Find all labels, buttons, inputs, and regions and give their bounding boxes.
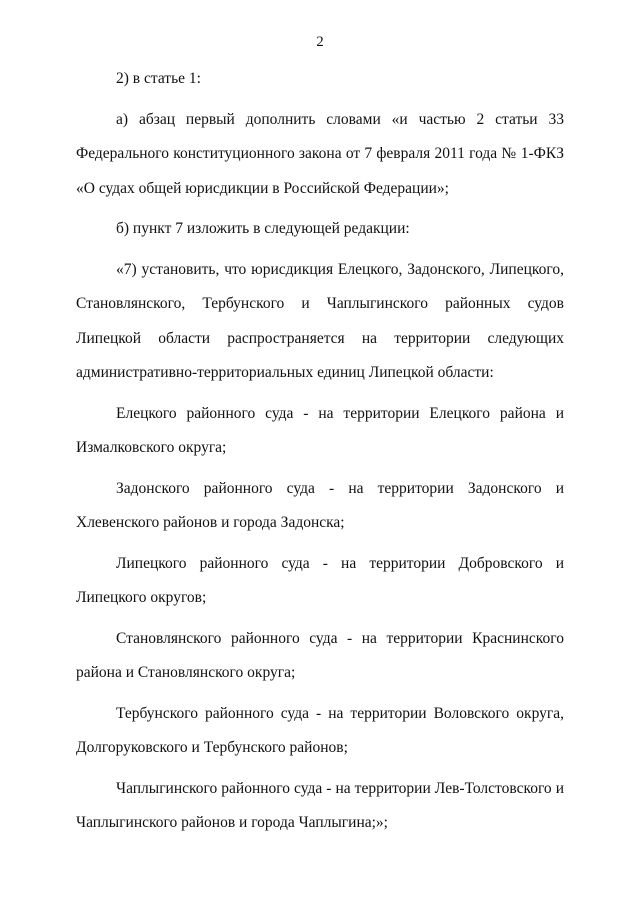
paragraph-subitem-b: б) пункт 7 изложить в следующей редакции: xyxy=(116,220,410,237)
document-body xyxy=(76,62,564,847)
paragraph-amendment-item: 2) в статье 1: xyxy=(116,70,201,87)
paragraph-court-chaplyginsky: Чаплыгинского районного суда - на территории Лев-Толстовского и Чаплыгинского районов и города Чаплыгина;»; xyxy=(76,779,564,831)
paragraph-point-7: «7) установить, что юрисдикция Елецкого, Задонского, Липецкого, Становлянского, Тербунского и Чаплыгинского районных судов Липецкой области распространяется на территории следующих административно-территориальных единиц Липецкой области: xyxy=(76,260,564,381)
paragraph-subitem-a: а) абзац первый дополнить словами «и частью 2 статьи 33 Федерального конституционного закона от 7 февраля 2011 года № 1-ФКЗ «О судах общей юрисдикции в Российской Федерации»; xyxy=(76,110,564,197)
page-number: 2 xyxy=(316,34,324,50)
paragraph-court-zadonsky: Задонского районного суда - на территории Задонского и Хлевенского районов и города Задонска; xyxy=(76,479,564,531)
paragraph-court-eletsky: Елецкого районного суда - на территории Елецкого района и Измалковского округа; xyxy=(76,404,564,456)
paragraph-court-terbunsky: Тербунского районного суда - на территории Воловского округа, Долгоруковского и Тербунского районов; xyxy=(76,704,564,756)
paragraph-court-lipetsky: Липецкого районного суда - на территории Добровского и Липецкого округов; xyxy=(76,554,564,606)
paragraph-court-stanovlyansky: Становлянского районного суда - на территории Краснинского района и Становлянского округа; xyxy=(76,629,564,681)
